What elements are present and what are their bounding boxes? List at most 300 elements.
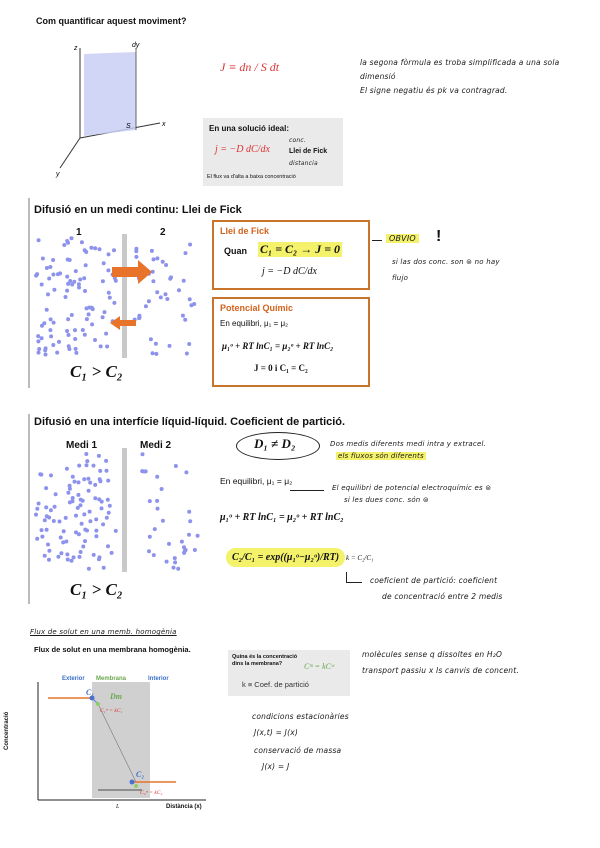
chemical-potential-eq: μ₁ᵒ + RT lnC₁ = μ₂ᵒ + RT lnC₂ xyxy=(220,512,344,523)
particle-dot xyxy=(65,467,69,471)
particle-dot xyxy=(173,556,177,560)
particle-dot xyxy=(154,342,158,346)
particle-dot xyxy=(81,328,85,332)
particle-dot xyxy=(106,268,110,272)
particle-dot xyxy=(55,351,59,355)
particle-dot xyxy=(101,522,105,526)
particle-dot xyxy=(107,511,111,515)
particle-dot xyxy=(165,297,169,301)
particle-dot xyxy=(44,353,48,357)
particle-dot xyxy=(196,534,200,538)
particle-dot xyxy=(114,529,118,533)
particle-dot xyxy=(112,248,116,252)
particle-dot xyxy=(65,275,69,279)
particle-dot xyxy=(45,528,49,532)
handwritten-section4-title: Flux de solut en una memb. homogènia xyxy=(30,628,177,636)
particle-dot xyxy=(82,477,86,481)
thickness-label: L xyxy=(116,804,120,810)
particle-dot xyxy=(51,258,55,262)
particle-dot xyxy=(161,519,165,523)
particle-dot xyxy=(101,315,105,319)
particle-dot xyxy=(37,351,41,355)
particle-dot xyxy=(62,529,66,533)
particle-dot xyxy=(49,508,53,512)
particle-dot xyxy=(49,317,53,321)
particle-dot xyxy=(45,266,49,270)
particle-dot xyxy=(43,348,47,352)
particle-dot xyxy=(106,479,110,483)
particle-dot xyxy=(168,344,172,348)
particle-dot xyxy=(83,539,87,543)
particle-dot xyxy=(155,499,159,503)
particle-dot xyxy=(70,283,74,287)
particle-dot xyxy=(108,504,112,508)
particle-dot xyxy=(56,272,60,276)
note-coef-1: coeficient de partició: coeficient xyxy=(370,576,498,585)
particle-dot xyxy=(65,239,69,243)
particle-dot xyxy=(87,489,91,493)
particle-dot xyxy=(78,555,82,559)
particle-dot xyxy=(181,314,185,318)
particle-dot xyxy=(188,243,192,247)
membrane-question-panel xyxy=(228,650,350,696)
particle-dot xyxy=(43,518,47,522)
particle-dot xyxy=(93,338,97,342)
partition-ratio-eq: C₂/C₁ = exp((μ₁ᵒ−μ₂ᵒ)/RT) xyxy=(226,548,345,567)
note-molecules: molècules sense q dissoltes en H₂O xyxy=(362,650,503,659)
particle-dot xyxy=(51,343,55,347)
particle-dot xyxy=(108,296,112,300)
particle-dot xyxy=(183,318,187,322)
quan-equation: C₁ = C₂ → J = 0 xyxy=(260,242,341,256)
particle-dot xyxy=(192,302,196,306)
particle-dot xyxy=(64,516,68,520)
particle-dot xyxy=(65,329,69,333)
concentration-condition: C₁ > C₂ xyxy=(70,362,123,381)
particle-dot xyxy=(177,288,181,292)
particle-dot xyxy=(86,477,90,481)
particle-dot xyxy=(85,463,89,467)
particle-dot xyxy=(106,544,110,548)
particle-dot xyxy=(66,317,70,321)
potential-line3: J = 0 i C₁ = C₂ xyxy=(254,363,308,373)
dm-label: Dm xyxy=(110,692,122,701)
particle-dot xyxy=(56,555,60,559)
particle-dot xyxy=(148,499,152,503)
particle-dot xyxy=(73,337,77,341)
particle-dot xyxy=(43,554,47,558)
particle-dot xyxy=(65,552,69,556)
particle-dot xyxy=(147,549,151,553)
particle-dot xyxy=(184,251,188,255)
particle-dot xyxy=(153,527,157,531)
particle-dot xyxy=(54,492,58,496)
note-coef-2: de concentració entre 2 medis xyxy=(382,592,503,601)
steady-state-title: condicions estacionàries xyxy=(252,712,349,721)
partition-coef-def: k ≡ Coef. de partició xyxy=(242,680,309,689)
particle-dot xyxy=(88,519,92,523)
particle-dot xyxy=(147,299,151,303)
particle-dot xyxy=(77,464,81,468)
particle-dot xyxy=(107,291,111,295)
particle-dot xyxy=(74,269,78,273)
particle-dot xyxy=(47,558,51,562)
particle-dot xyxy=(164,263,168,267)
particle-dot xyxy=(142,470,146,474)
chemical-potential-box xyxy=(212,297,370,387)
particle-dot xyxy=(83,333,87,337)
particle-dot xyxy=(184,548,188,552)
particle-dot xyxy=(79,503,83,507)
particle-dot xyxy=(92,553,96,557)
particle-dot xyxy=(68,500,72,504)
particle-dot xyxy=(155,475,159,479)
particle-dot xyxy=(73,328,77,332)
steady-state-eq: J(x,t) = J(x) xyxy=(254,728,298,737)
fick-law-box xyxy=(212,220,370,290)
particle-dot xyxy=(105,469,109,473)
section2-title: Difusió en un medi continu: Llei de Fick xyxy=(34,204,242,216)
particle-dot xyxy=(87,306,91,310)
particle-dot xyxy=(94,534,98,538)
d-inequality: D₁ ≠ D₂ xyxy=(254,436,296,451)
fick-equation: j = −D dC/dx xyxy=(215,144,270,155)
fick-box-equation: j = −D dC/dx xyxy=(262,266,317,277)
section4-title: Flux de solut en una membrana homogènia. xyxy=(34,645,191,654)
particle-dot xyxy=(68,258,72,262)
distance-annotation: distancia xyxy=(289,160,318,167)
particle-dot xyxy=(81,545,85,549)
particle-dot xyxy=(83,289,87,293)
particle-dot xyxy=(164,292,168,296)
c1m-label: C₁ᵐ = kC₁ xyxy=(100,708,123,714)
particle-dot xyxy=(47,277,51,281)
mass-conservation-title: conservació de massa xyxy=(254,746,342,755)
particle-dot xyxy=(40,336,44,340)
handwritten-note-2: El signe negatiu és pk va contragrad. xyxy=(360,86,508,95)
medi1-label: Medi 1 xyxy=(66,440,98,451)
particle-dot xyxy=(70,313,74,317)
particle-dot xyxy=(151,279,155,283)
particle-dot xyxy=(87,312,91,316)
particle-dot xyxy=(105,516,109,520)
particle-dot xyxy=(52,288,56,292)
particle-dot xyxy=(151,351,155,355)
equilibrium-arrow xyxy=(290,490,324,491)
mass-conservation-eq: J(x) = J xyxy=(262,762,290,771)
particle-dot xyxy=(98,555,102,559)
particle-dot xyxy=(161,260,165,264)
dy-label: dy xyxy=(132,42,140,49)
particle-dot xyxy=(51,273,55,277)
particle-dot xyxy=(105,345,109,349)
particle-dot xyxy=(89,246,93,250)
particle-dot xyxy=(160,487,164,491)
particle-dot xyxy=(88,481,92,485)
obvio-note-line2: flujo xyxy=(392,274,409,282)
axis-y-label: y xyxy=(56,171,60,178)
particle-dot xyxy=(112,301,116,305)
particle-dot xyxy=(144,304,148,308)
note-equilibri-2: si les dues conc. són ⊜ xyxy=(344,496,429,504)
particle-dot xyxy=(176,567,180,571)
particle-dot xyxy=(71,496,75,500)
axis-z-label: z xyxy=(74,45,78,52)
particle-dot xyxy=(59,536,63,540)
obvio-arrow xyxy=(372,240,382,241)
particle-dot xyxy=(93,483,97,487)
particle-dot xyxy=(79,550,83,554)
particle-dot xyxy=(154,352,158,356)
particle-dot xyxy=(49,473,53,477)
particle-dot xyxy=(77,480,81,484)
particle-dot xyxy=(94,529,98,533)
particle-dot xyxy=(74,514,78,518)
particle-dot xyxy=(182,279,186,283)
particle-dot xyxy=(90,322,94,326)
medi2-label: Medi 2 xyxy=(140,440,172,451)
particle-dot xyxy=(40,283,44,287)
particle-dot xyxy=(34,274,38,278)
particle-dot xyxy=(85,459,89,463)
particle-dot xyxy=(48,265,52,269)
particle-dot xyxy=(98,469,102,473)
particle-dot xyxy=(149,337,153,341)
particle-dot xyxy=(98,479,102,483)
particle-dot xyxy=(155,256,159,260)
particle-dot xyxy=(36,334,40,338)
particle-dot xyxy=(77,286,81,290)
particle-dot xyxy=(65,289,69,293)
particle-dot xyxy=(78,278,82,282)
particle-dot xyxy=(180,540,184,544)
potential-line1: En equilibri, μ₁ = μ₂ xyxy=(220,319,289,328)
coef-arrow xyxy=(346,582,362,583)
note-equilibri-1: El equilibri de potencial electroquímic es ⊜ xyxy=(332,484,492,492)
membrane-concentration-diagram xyxy=(30,668,210,818)
c2m-label: C₂ᵐ = kC₂ xyxy=(140,790,163,796)
note-transport: transport passiu x ls canvis de concent. xyxy=(362,666,519,675)
region1-label: 1 xyxy=(76,227,82,238)
y-axis-label: Concentració xyxy=(4,711,10,750)
particle-dot xyxy=(141,452,145,456)
particle-dot xyxy=(165,560,169,564)
particle-dot xyxy=(64,295,68,299)
particle-dot xyxy=(80,240,84,244)
particle-dot xyxy=(110,551,114,555)
particle-dot xyxy=(184,470,188,474)
fick-name: Llei de Fick xyxy=(289,148,328,155)
coef-arrow-stem xyxy=(346,572,347,582)
s-label: S xyxy=(126,123,131,130)
particle-dot xyxy=(38,472,42,476)
particle-dot xyxy=(40,528,44,532)
membrane-equation: Cᵐ = kCʷ xyxy=(304,662,335,671)
c2-label: C₂ xyxy=(136,770,145,779)
particle-dot xyxy=(152,257,156,261)
particle-dot xyxy=(71,475,75,479)
particle-dot xyxy=(47,549,51,553)
particle-dot xyxy=(72,555,76,559)
particle-dot xyxy=(102,261,106,265)
particle-dot xyxy=(70,559,74,563)
note-fluxos: els fluxos són diferents xyxy=(338,452,424,460)
particle-dots xyxy=(34,452,200,571)
particle-dot xyxy=(172,566,176,570)
ideal-note: El flux va d'alta a baixa concentració xyxy=(207,174,296,180)
axis-x-label: x xyxy=(162,121,166,128)
exterior-label: Exterior xyxy=(62,676,85,682)
particle-dot xyxy=(107,252,111,256)
particle-dot xyxy=(187,510,191,514)
particle-dots xyxy=(34,236,196,356)
particle-dot xyxy=(74,351,78,355)
potential-box-title: Potencial Químic xyxy=(220,303,294,313)
particle-dot xyxy=(68,279,72,283)
particle-dot xyxy=(82,276,86,280)
potential-line2: μ₁ᵒ + RT lnC₁ = μ₂ᵒ + RT lnC₂ xyxy=(222,341,334,351)
particle-dot xyxy=(174,464,178,468)
membrane-label: Membrana xyxy=(96,676,127,682)
particle-dot xyxy=(185,352,189,356)
handwritten-note-1: la segona fòrmula es troba simplificada a una sola dimensió xyxy=(360,58,560,81)
exclamation-icon: ! xyxy=(436,228,442,245)
particle-dot xyxy=(106,498,110,502)
quan-label: Quan xyxy=(224,246,248,256)
particle-dot xyxy=(74,530,78,534)
particle-dot xyxy=(104,332,108,336)
particle-dot xyxy=(37,347,41,351)
particle-dot xyxy=(35,507,39,511)
particle-dot xyxy=(101,279,105,283)
particle-dot xyxy=(41,257,45,261)
particle-dot xyxy=(134,247,138,251)
particle-dot xyxy=(35,537,39,541)
volume-element-diagram xyxy=(40,38,170,178)
particle-dot xyxy=(92,464,96,468)
particle-dot xyxy=(85,317,89,321)
particle-dot xyxy=(187,342,191,346)
particle-dot xyxy=(155,290,159,294)
interface-condition: C₁ > C₂ xyxy=(70,580,123,599)
particle-dot xyxy=(76,493,80,497)
particle-dot xyxy=(103,310,107,314)
c1-label: C₁ xyxy=(86,688,95,697)
interior-label: Interior xyxy=(148,676,169,682)
obvio-note-line1: si las dos conc. son ⊜ no hay xyxy=(392,258,500,266)
particle-dot xyxy=(67,333,71,337)
particle-dot xyxy=(98,247,102,251)
particle-dot xyxy=(150,249,154,253)
particle-dot xyxy=(66,558,70,562)
particle-dot xyxy=(45,514,49,518)
particle-dot xyxy=(173,560,177,564)
obvio-note: OBVIO xyxy=(386,234,419,243)
particle-dot xyxy=(46,543,50,547)
particle-dot xyxy=(64,540,68,544)
particle-dot xyxy=(102,566,106,570)
particle-dot xyxy=(66,491,70,495)
membrane-question: Quina és la concentració dins la membrana? xyxy=(232,654,298,667)
particle-dot xyxy=(48,328,52,332)
particle-dot xyxy=(67,347,71,351)
flux-definition: J ≡ dn / S dt xyxy=(220,60,280,74)
particle-dot xyxy=(73,480,77,484)
particle-dot xyxy=(37,238,41,242)
particle-dot xyxy=(104,459,108,463)
particle-dot xyxy=(81,499,85,503)
fick-box-title: Llei de Fick xyxy=(220,226,270,236)
particle-dot xyxy=(84,452,88,456)
particle-dot xyxy=(99,344,103,348)
region2-label: 2 xyxy=(160,227,166,238)
note-dos-medis: Dos medis diferents medi intra y extracel. xyxy=(330,440,487,448)
particle-dot xyxy=(36,339,40,343)
x-axis-label: Distància (x) xyxy=(166,804,202,810)
particle-dot xyxy=(87,567,91,571)
equilibrium-line: En equilibri, μ₁ = μ₂ xyxy=(220,476,293,486)
particle-dot xyxy=(70,236,74,240)
particle-dot xyxy=(100,500,104,504)
section3-title: Difusió en una interfície líquid-líquid. Coeficient de partició. xyxy=(34,416,346,428)
section1-title: Com quantificar aquest moviment? xyxy=(36,16,187,26)
particle-dot xyxy=(59,551,63,555)
particle-dot xyxy=(46,292,50,296)
particle-dot xyxy=(188,519,192,523)
particle-dot xyxy=(52,519,56,523)
particle-dot xyxy=(188,297,192,301)
particle-dot xyxy=(49,334,53,338)
particle-dot xyxy=(134,255,138,259)
particle-dot xyxy=(58,520,62,524)
particle-dot xyxy=(193,548,197,552)
particle-dot xyxy=(88,510,92,514)
particle-dot xyxy=(84,250,88,254)
particle-dot xyxy=(52,321,56,325)
particle-dot xyxy=(40,535,44,539)
particle-dot xyxy=(44,505,48,509)
particle-dot xyxy=(97,454,101,458)
particle-dot xyxy=(85,529,89,533)
particle-dot xyxy=(62,243,66,247)
ideal-solution-panel xyxy=(203,118,343,186)
particle-dot xyxy=(74,347,78,351)
particle-dot xyxy=(68,487,72,491)
particle-dot xyxy=(93,246,97,250)
ideal-title: En una solució ideal: xyxy=(209,124,290,133)
particle-dot xyxy=(187,533,191,537)
particle-dot xyxy=(94,517,98,521)
particle-dot xyxy=(40,324,44,328)
particle-dot xyxy=(34,513,38,517)
particle-dot xyxy=(169,275,173,279)
particle-dot xyxy=(152,553,156,557)
particle-dot xyxy=(57,340,61,344)
particle-dot xyxy=(93,496,97,500)
particle-dot xyxy=(159,295,163,299)
conc-annotation: conc. xyxy=(289,137,306,144)
particle-dot xyxy=(84,263,88,267)
particle-dot xyxy=(37,502,41,506)
particle-dot xyxy=(80,522,84,526)
particle-dot xyxy=(82,512,86,516)
particle-dot xyxy=(44,486,48,490)
particle-dot xyxy=(53,505,57,509)
particle-dot xyxy=(167,542,171,546)
particle-dot xyxy=(100,506,104,510)
particle-dot xyxy=(45,308,49,312)
particle-dot xyxy=(156,507,160,511)
